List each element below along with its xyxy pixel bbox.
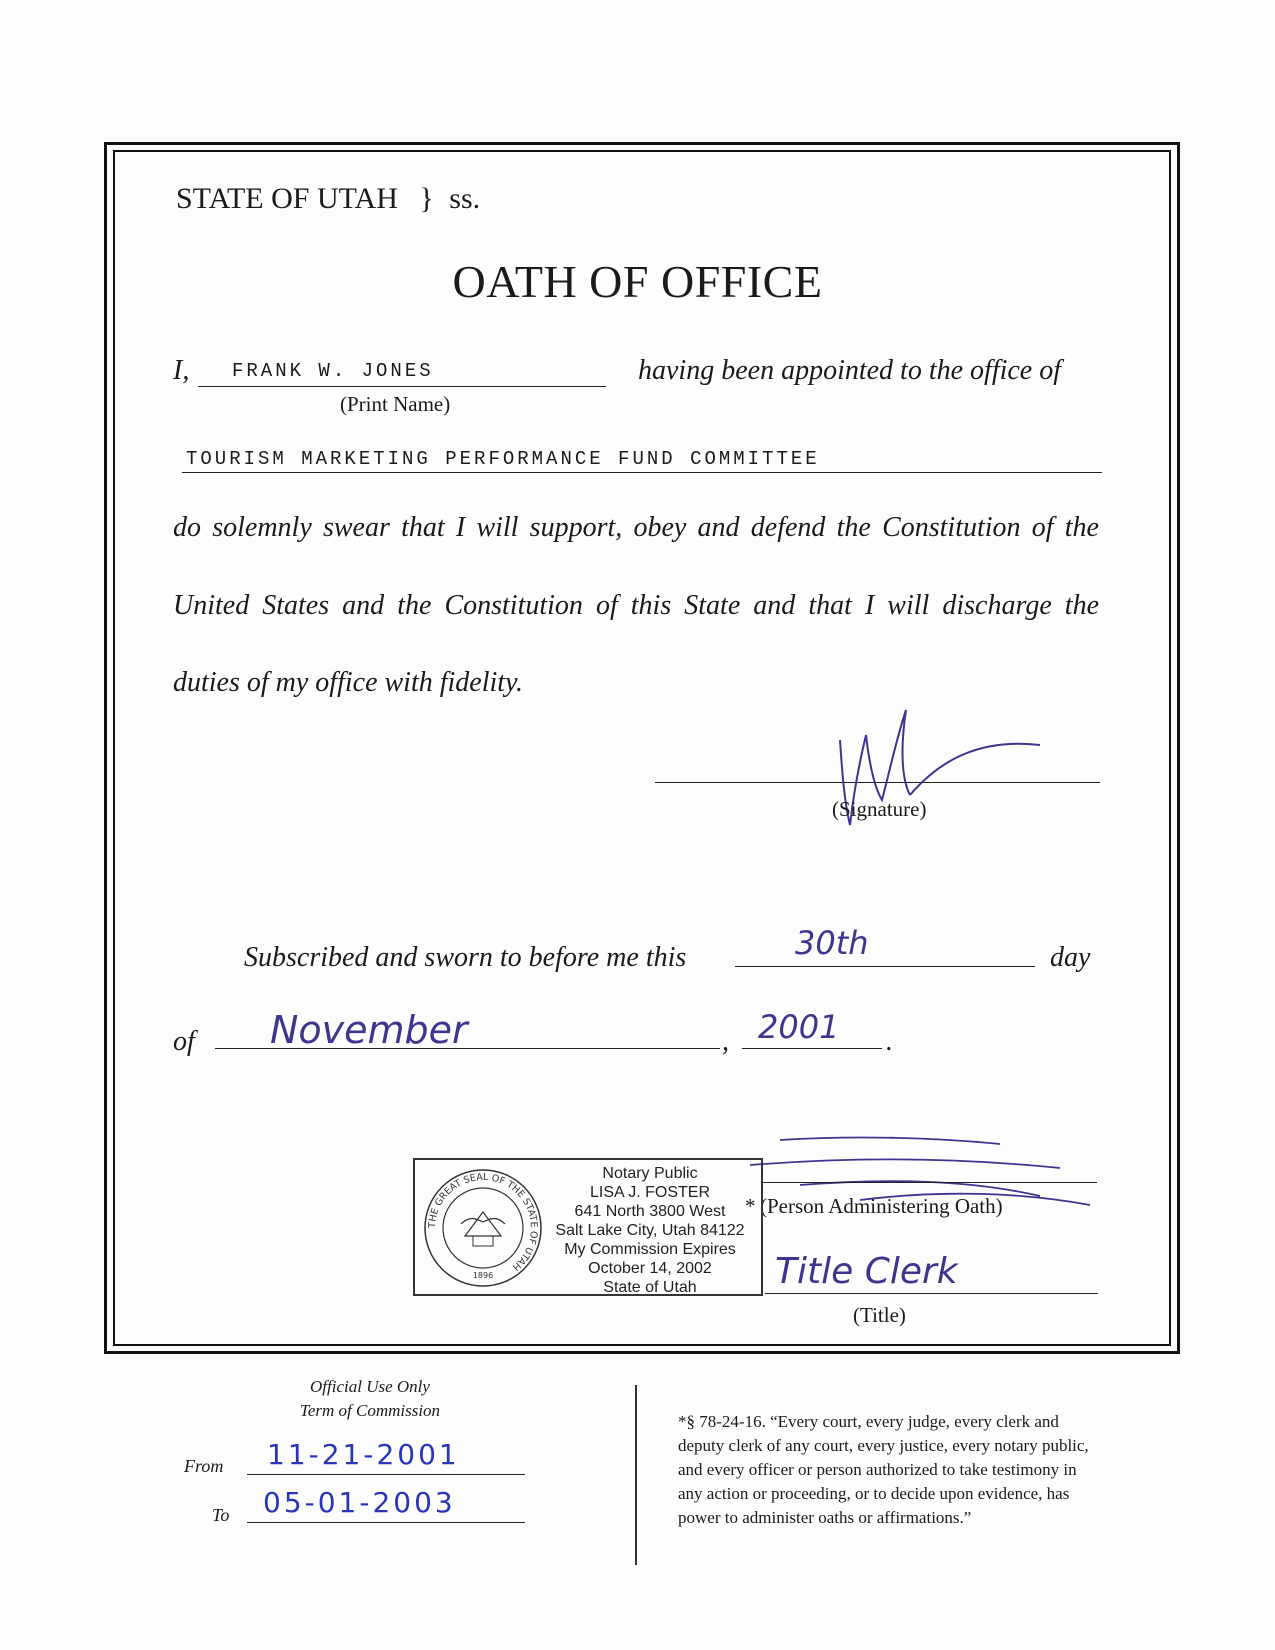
- day-field[interactable]: [735, 924, 1035, 967]
- to-value: 05-01-2003: [263, 1486, 456, 1519]
- administering-label: (Person Administering Oath): [760, 1194, 1003, 1218]
- title-label: (Title): [853, 1303, 906, 1327]
- signature-label: (Signature): [832, 797, 927, 821]
- stamp-line: Salt Lake City, Utah 84122: [555, 1222, 745, 1239]
- administering-asterisk: *: [745, 1194, 756, 1218]
- name-field[interactable]: [198, 352, 606, 387]
- administering-field[interactable]: [762, 1160, 1097, 1183]
- document-title: OATH OF OFFICE: [452, 256, 823, 307]
- footer-divider: [635, 1385, 637, 1565]
- to-field[interactable]: [247, 1486, 525, 1523]
- stamp-line: My Commission Expires: [564, 1241, 736, 1258]
- statute-line: *§ 78-24-16. “Every court, every judge, every clerk and: [678, 1412, 1059, 1431]
- day-value: 30th: [795, 924, 869, 962]
- seal-year: 1896: [472, 1271, 494, 1280]
- stamp-line: 641 North 3800 West: [574, 1203, 726, 1220]
- state-heading: [176, 182, 480, 216]
- statute-line: any action or proceeding, or to decide upon evidence, has: [678, 1484, 1070, 1503]
- name-value: FRANK W. JONES: [232, 360, 434, 382]
- title-field[interactable]: [765, 1245, 1098, 1294]
- stamp-line: Notary Public: [602, 1165, 698, 1182]
- to-label: To: [212, 1505, 230, 1525]
- brace: }: [419, 182, 434, 215]
- statute-text: [678, 1410, 1158, 1530]
- pronoun: I,: [173, 355, 190, 386]
- statute-line: and every officer or person authorized to take testimony in: [678, 1460, 1077, 1479]
- year-value: 2001: [758, 1008, 840, 1046]
- comma: ,: [722, 1026, 729, 1057]
- ss-label: ss.: [449, 182, 481, 215]
- sworn-text: Subscribed and sworn to before me this: [244, 942, 687, 973]
- year-field[interactable]: [742, 1008, 882, 1049]
- day-label: day: [1050, 942, 1091, 973]
- from-value: 11-21-2001: [267, 1438, 460, 1471]
- title-value: Title Clerk: [775, 1251, 958, 1292]
- notary-stamp: [413, 1158, 763, 1296]
- appointed-text: having been appointed to the office of: [638, 355, 1062, 386]
- statute-line: deputy clerk of any court, every justice, every notary public,: [678, 1436, 1089, 1455]
- of-label: of: [173, 1026, 195, 1057]
- seal-text: THE GREAT SEAL OF THE STATE OF UTAH: [426, 1171, 540, 1273]
- stamp-lines: [540, 1164, 760, 1297]
- from-label: From: [184, 1456, 224, 1476]
- oath-line-3: duties of my office with fidelity.: [173, 667, 523, 698]
- official-use-heading-2: Term of Commission: [299, 1401, 441, 1420]
- period: .: [886, 1026, 893, 1057]
- state-seal: [421, 1166, 545, 1290]
- stamp-line: LISA J. FOSTER: [589, 1184, 711, 1201]
- stamp-line: State of Utah: [603, 1279, 697, 1296]
- stamp-line: October 14, 2002: [588, 1260, 712, 1277]
- oath-line-2: United States and the Constitution of this State and that I will discharge the: [173, 590, 1099, 621]
- oath-line-1: do solemnly swear that I will support, obey and defend the Constitution of the: [173, 512, 1099, 543]
- statute-line: power to administer oaths or affirmations.”: [678, 1508, 972, 1527]
- month-value: November: [270, 1008, 468, 1052]
- print-name-label: (Print Name): [340, 392, 451, 416]
- month-field[interactable]: [215, 1008, 720, 1052]
- official-use-heading-1: Official Use Only: [310, 1377, 430, 1396]
- official-use-heading: [255, 1375, 485, 1423]
- state-name: STATE OF UTAH: [176, 182, 398, 215]
- from-field[interactable]: [247, 1438, 525, 1475]
- office-value: TOURISM MARKETING PERFORMANCE FUND COMMITTEE: [186, 448, 820, 470]
- office-field[interactable]: [182, 446, 1102, 473]
